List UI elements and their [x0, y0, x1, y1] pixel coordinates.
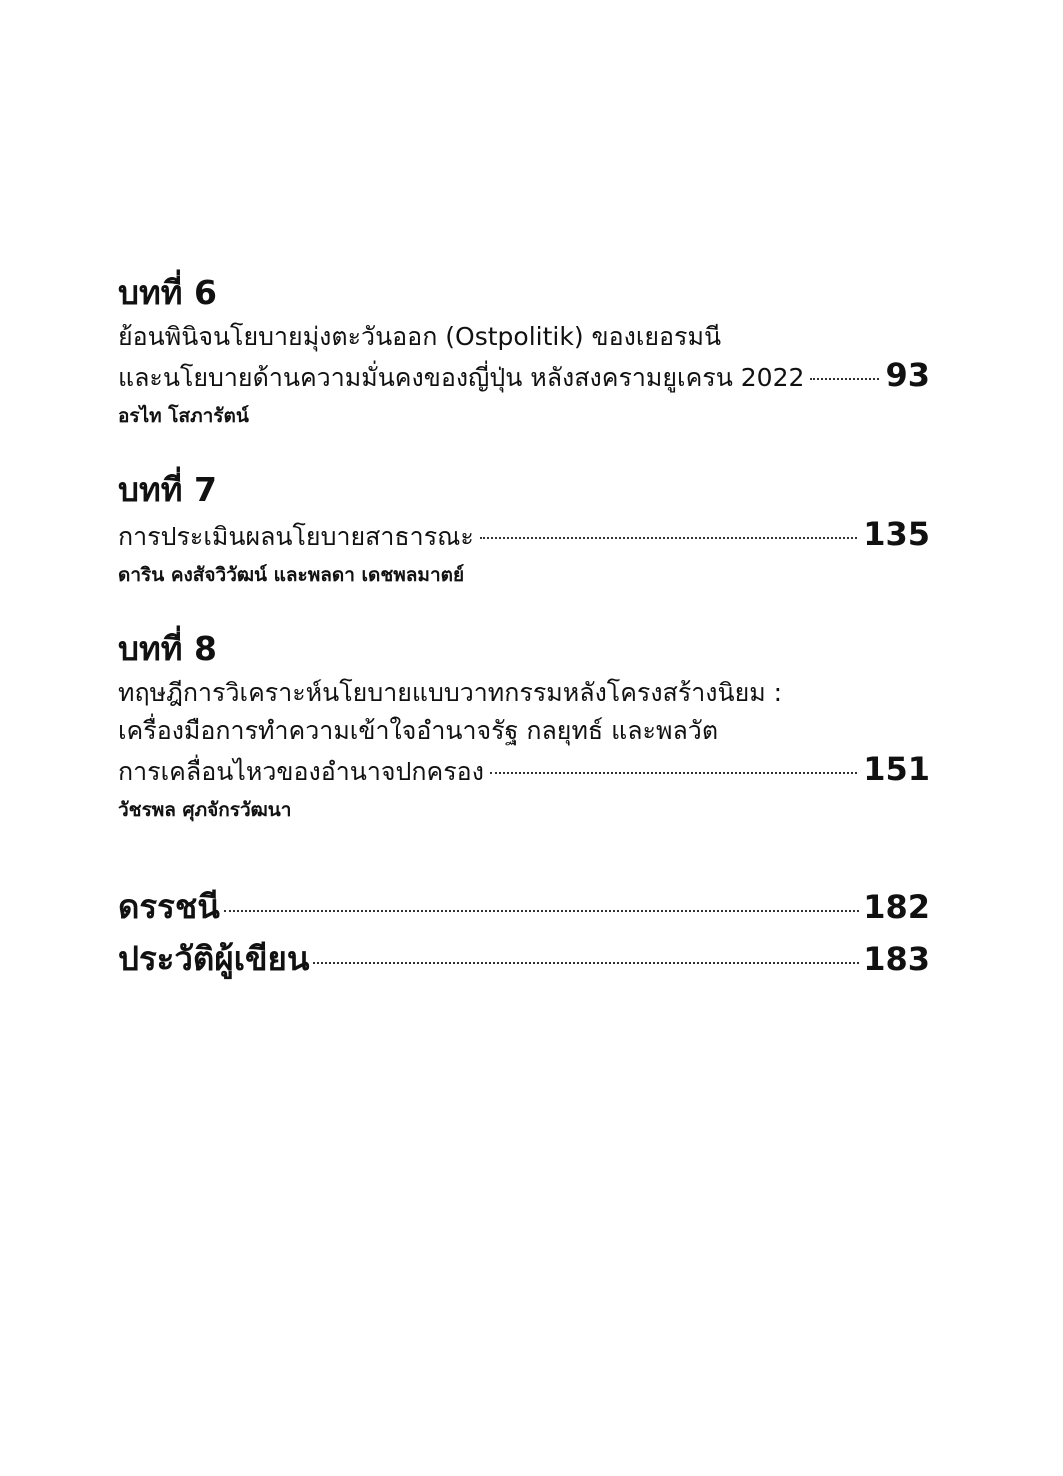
page-number: 135 — [863, 515, 930, 553]
page-number: 93 — [885, 356, 930, 394]
dot-leader — [490, 772, 857, 774]
dot-leader — [480, 537, 857, 539]
page-number: 183 — [863, 940, 930, 978]
chapter-author: อรไท โสภารัตน์ — [118, 405, 249, 427]
chapter-title-line: ทฤษฎีการวิเคราะห์นโยบายแบบวาทกรรมหลังโครงสร้างนิยม : — [118, 678, 783, 707]
index-entry-row[interactable] — [118, 881, 930, 933]
dot-leader — [313, 962, 859, 964]
index-entry-label: ประวัติผู้เขียน — [118, 939, 310, 978]
chapter-heading: บทที่ 6 — [118, 273, 217, 312]
chapter-title-line: การประเมินผลนโยบายสาธารณะ — [118, 522, 474, 551]
dot-leader — [810, 378, 879, 380]
dot-leader — [224, 910, 859, 912]
chapter-heading: บทที่ 8 — [118, 629, 217, 668]
chapter-author: วัชรพล ศุภจักรวัฒนา — [118, 799, 292, 821]
table-of-contents — [118, 270, 930, 985]
chapter-title-line: ย้อนพินิจนโยบายมุ่งตะวันออก (Ostpolitik) ของเยอรมนี — [118, 322, 722, 351]
chapter-7 — [118, 467, 930, 592]
chapter-author: ดาริน คงสัจวิวัฒน์ และพลดา เดชพลมาตย์ — [118, 564, 465, 586]
chapter-entry-row[interactable] — [118, 515, 930, 556]
chapter-title-line: เครื่องมือการทำความเข้าใจอำนาจรัฐ กลยุทธ์ และพลวัต — [118, 716, 719, 745]
chapter-entry-row[interactable] — [118, 356, 930, 397]
page-number: 182 — [863, 888, 930, 926]
index-entry-label: ดรรชนี — [118, 887, 220, 926]
chapter-title-line: การเคลื่อนไหวของอำนาจปกครอง — [118, 757, 484, 786]
author-bio-entry-row[interactable] — [118, 933, 930, 985]
chapter-6 — [118, 270, 930, 433]
chapter-8 — [118, 626, 930, 827]
page-number: 151 — [863, 750, 930, 788]
chapter-entry-row[interactable] — [118, 750, 930, 791]
chapter-heading: บทที่ 7 — [118, 470, 217, 509]
chapter-title-line: และนโยบายด้านความมั่นคงของญี่ปุ่น หลังสงครามยูเครน 2022 — [118, 363, 805, 392]
back-matter — [118, 881, 930, 985]
